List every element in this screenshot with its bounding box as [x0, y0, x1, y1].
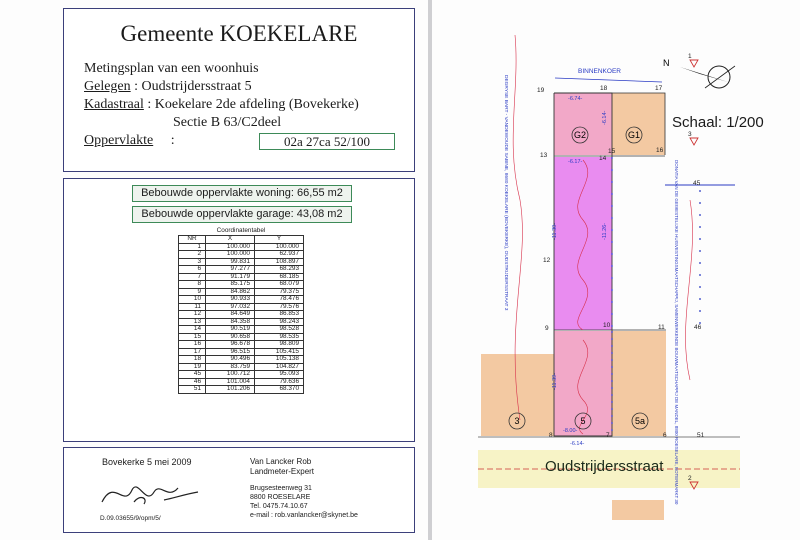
coordinate-cell-nr: 45	[179, 371, 206, 379]
coordinate-cell-x: 84.649	[206, 311, 255, 319]
parcel-label-5: 5	[580, 416, 586, 426]
coordinate-cell-y: 98.809	[255, 341, 304, 349]
cadastral-line	[84, 97, 359, 113]
coordinate-cell-nr: 16	[179, 341, 206, 349]
right-owner-text: DONATIA VAN DE GEWESTELIJKE HUISVESTINGSMAATSCHAPPIJ, SAMENWERKENDE BOUWMAATSCHAPPIJ DE MANDEL, 8800 ROESELARE, BOTERMARKT 30	[674, 160, 679, 505]
point-17: 17	[655, 85, 663, 92]
coordinate-row	[179, 341, 304, 349]
point-16: 16	[656, 147, 664, 154]
coordinate-cell-nr: 19	[179, 363, 206, 371]
title-panel	[63, 8, 415, 172]
dim-garage: -6.14-	[602, 110, 608, 125]
dim-top: -6.74-	[568, 96, 583, 102]
coordinate-cell-nr: 1	[179, 243, 206, 251]
coordinate-cell-nr: 3	[179, 258, 206, 266]
built-area-house: Bebouwde oppervlakte woning: 66,55 m2	[132, 185, 352, 202]
coordinate-cell-nr: 18	[179, 356, 206, 364]
coordinate-cell-nr: 14	[179, 326, 206, 334]
coordinate-panel	[63, 178, 415, 442]
point-10: 10	[603, 322, 611, 329]
marker-3-icon	[690, 138, 698, 145]
point-11: 11	[658, 324, 665, 331]
address-phone: Tel. 0475.74.10.67	[250, 503, 308, 510]
coordinate-cell-x: 100.712	[206, 371, 255, 379]
coordinate-cell-nr: 6	[179, 266, 206, 274]
address-street: Brugsesteenweg 31	[250, 485, 312, 492]
coordinate-table-header	[179, 236, 304, 244]
parcel-g1-area	[612, 93, 665, 155]
coordinate-cell-nr: 51	[179, 386, 206, 394]
date-place: Bovekerke 5 mei 2009	[102, 457, 192, 467]
section-line: Sectie B 63/C2deel	[173, 115, 282, 130]
coordinate-row	[179, 386, 304, 394]
point-6: 6	[663, 432, 667, 439]
point-18: 18	[600, 85, 608, 92]
dim-house-depth: -11.39-	[552, 372, 558, 390]
coordinate-cell-x: 85.175	[206, 281, 255, 289]
address-email: e-mail : rob.vanlancker@skynet.be	[250, 512, 358, 519]
area-value-box: 02a 27ca 52/100	[259, 133, 395, 150]
coordinate-cell-x: 100.000	[206, 243, 255, 251]
parcel-label-g1: G1	[627, 130, 641, 140]
left-owner-text: DEGRYSE BART - VANDEWOUDE SABINE, 8680 KOEKELARE (BOVEKERKE), OUDSTRIJDERSSTRAAT 3	[503, 75, 508, 311]
coordinate-cell-x: 83.759	[206, 363, 255, 371]
point-19: 19	[537, 87, 545, 94]
coordinate-cell-y: 79.576	[255, 303, 304, 311]
dim-lot-width: -6.17-	[568, 159, 583, 165]
coordinate-cell-y: 98.243	[255, 318, 304, 326]
coordinate-cell-nr: 7	[179, 273, 206, 281]
coordinate-cell-x: 97.032	[206, 303, 255, 311]
coordinate-cell-x: 96.678	[206, 341, 255, 349]
parcel-label-g2: G2	[573, 130, 587, 140]
coordinate-cell-x: 96.515	[206, 348, 255, 356]
dim-front: -8.00-	[563, 428, 578, 434]
dim-lot-depth-right: -11.26-	[602, 222, 608, 240]
binnenkoer-label: BINNENKOER	[578, 68, 621, 75]
surveyor-role: Landmeter-Expert	[250, 467, 315, 476]
surveyor-name: Van Lancker Rob	[250, 457, 312, 466]
area-label: Oppervlakte	[84, 133, 154, 148]
coordinate-cell-x: 84.862	[206, 288, 255, 296]
coordinate-cell-y: 98.535	[255, 333, 304, 341]
coordinate-cell-nr: 2	[179, 251, 206, 259]
point-9: 9	[545, 325, 549, 332]
coordinate-cell-nr: 12	[179, 311, 206, 319]
coordinate-cell-y: 68.293	[255, 266, 304, 274]
coordinate-cell-y: 62.937	[255, 251, 304, 259]
coordinate-cell-y: 100.000	[255, 243, 304, 251]
coordinate-row	[179, 371, 304, 379]
coordinate-row	[179, 326, 304, 334]
location-line	[84, 79, 252, 95]
meander-right	[685, 200, 692, 380]
point-46: 46	[694, 324, 702, 331]
coordinate-cell-y: 86.853	[255, 311, 304, 319]
coordinate-cell-x: 90.496	[206, 356, 255, 364]
parcel-label-3: 3	[514, 416, 520, 426]
point-14: 14	[599, 155, 607, 162]
point-13: 13	[540, 152, 548, 159]
coordinate-row	[179, 311, 304, 319]
coordinate-row	[179, 251, 304, 259]
coordinate-cell-nr: 17	[179, 348, 206, 356]
cadastral-value: : Koekelare 2de afdeling (Bovekerke)	[147, 97, 359, 112]
coordinate-cell-nr: 9	[179, 288, 206, 296]
parcel-label-5a: 5a	[634, 416, 646, 426]
binnenkoer-line	[555, 78, 662, 82]
coordinate-table	[178, 227, 304, 394]
coordinate-cell-y: 104.827	[255, 363, 304, 371]
coordinate-table-body	[179, 243, 304, 393]
surveyor-address	[250, 484, 358, 520]
coordinate-cell-nr: 8	[179, 281, 206, 289]
cadastral-label: Kadastraal	[84, 97, 144, 112]
coordinate-table-caption: Coordinatentabel	[216, 227, 266, 234]
header-nr: NR	[179, 236, 206, 244]
coordinate-cell-y: 108.897	[255, 258, 304, 266]
coordinate-cell-nr: 15	[179, 333, 206, 341]
point-3: 3	[688, 131, 692, 138]
coordinate-cell-y: 78.476	[255, 296, 304, 304]
location-label: Gelegen	[84, 79, 131, 94]
lot-main	[554, 157, 612, 330]
coordinate-cell-nr: 46	[179, 378, 206, 386]
location-value: : Oudstrijdersstraat 5	[134, 79, 252, 94]
coordinate-cell-y: 105.138	[255, 356, 304, 364]
coordinate-cell-y: 68.185	[255, 273, 304, 281]
coordinate-cell-x: 91.179	[206, 273, 255, 281]
point-2: 2	[688, 475, 692, 482]
header-y: Y	[255, 236, 304, 244]
marker-1-icon	[690, 60, 698, 67]
coordinate-cell-x: 97.277	[206, 266, 255, 274]
coordinate-row	[179, 281, 304, 289]
point-51: 51	[697, 432, 705, 439]
coordinate-cell-y: 79.375	[255, 288, 304, 296]
area-line	[84, 133, 175, 149]
address-city: 8800 ROESELARE	[250, 494, 311, 501]
coordinate-cell-x: 100.000	[206, 251, 255, 259]
coordinate-cell-y: 68.079	[255, 281, 304, 289]
north-arrow-icon	[680, 67, 728, 82]
coordinate-cell-x: 90.933	[206, 296, 255, 304]
survey-type: Metingsplan van een woonhuis	[84, 61, 259, 76]
point-45: 45	[693, 180, 701, 187]
coordinate-cell-y: 95.093	[255, 371, 304, 379]
coordinate-cell-x: 90.519	[206, 326, 255, 334]
coordinate-cell-y: 68.370	[255, 386, 304, 394]
coordinate-cell-nr: 10	[179, 296, 206, 304]
built-area-garage: Bebouwde oppervlakte garage: 43,08 m2	[132, 206, 352, 223]
coordinate-row	[179, 356, 304, 364]
point-8: 8	[549, 432, 553, 439]
north-label: N	[663, 58, 670, 68]
coordinate-cell-x: 101.004	[206, 378, 255, 386]
coordinate-cell-x: 84.358	[206, 318, 255, 326]
small-parcel	[612, 500, 664, 520]
coordinate-cell-x: 90.658	[206, 333, 255, 341]
coordinate-cell-y: 98.528	[255, 326, 304, 334]
area-colon: :	[170, 133, 175, 148]
scale-label: Schaal: 1/200	[672, 114, 764, 131]
coordinate-cell-y: 105.415	[255, 348, 304, 356]
point-15: 15	[608, 148, 616, 155]
coordinate-cell-y: 79.636	[255, 378, 304, 386]
street-label: Oudstrijdersstraat	[545, 458, 664, 475]
coordinate-row	[179, 296, 304, 304]
footer-panel	[63, 447, 415, 533]
point-12: 12	[543, 257, 551, 264]
coordinate-cell-nr: 11	[179, 303, 206, 311]
dim-lot-depth: -11.30-	[552, 222, 558, 240]
signature-icon	[94, 472, 204, 512]
coordinate-cell-nr: 13	[179, 318, 206, 326]
point-7: 7	[606, 432, 610, 439]
coordinate-cell-x: 99.831	[206, 258, 255, 266]
point-1: 1	[688, 53, 692, 60]
document-reference: D.09.03655/9/opm/5/	[100, 515, 161, 522]
dim-front-width: -6.14-	[570, 441, 585, 447]
coordinate-cell-x: 101.206	[206, 386, 255, 394]
surveyor-block	[250, 457, 314, 477]
municipality-title: Gemeente KOEKELARE	[120, 21, 358, 46]
header-x: X	[206, 236, 255, 244]
coordinate-row	[179, 266, 304, 274]
